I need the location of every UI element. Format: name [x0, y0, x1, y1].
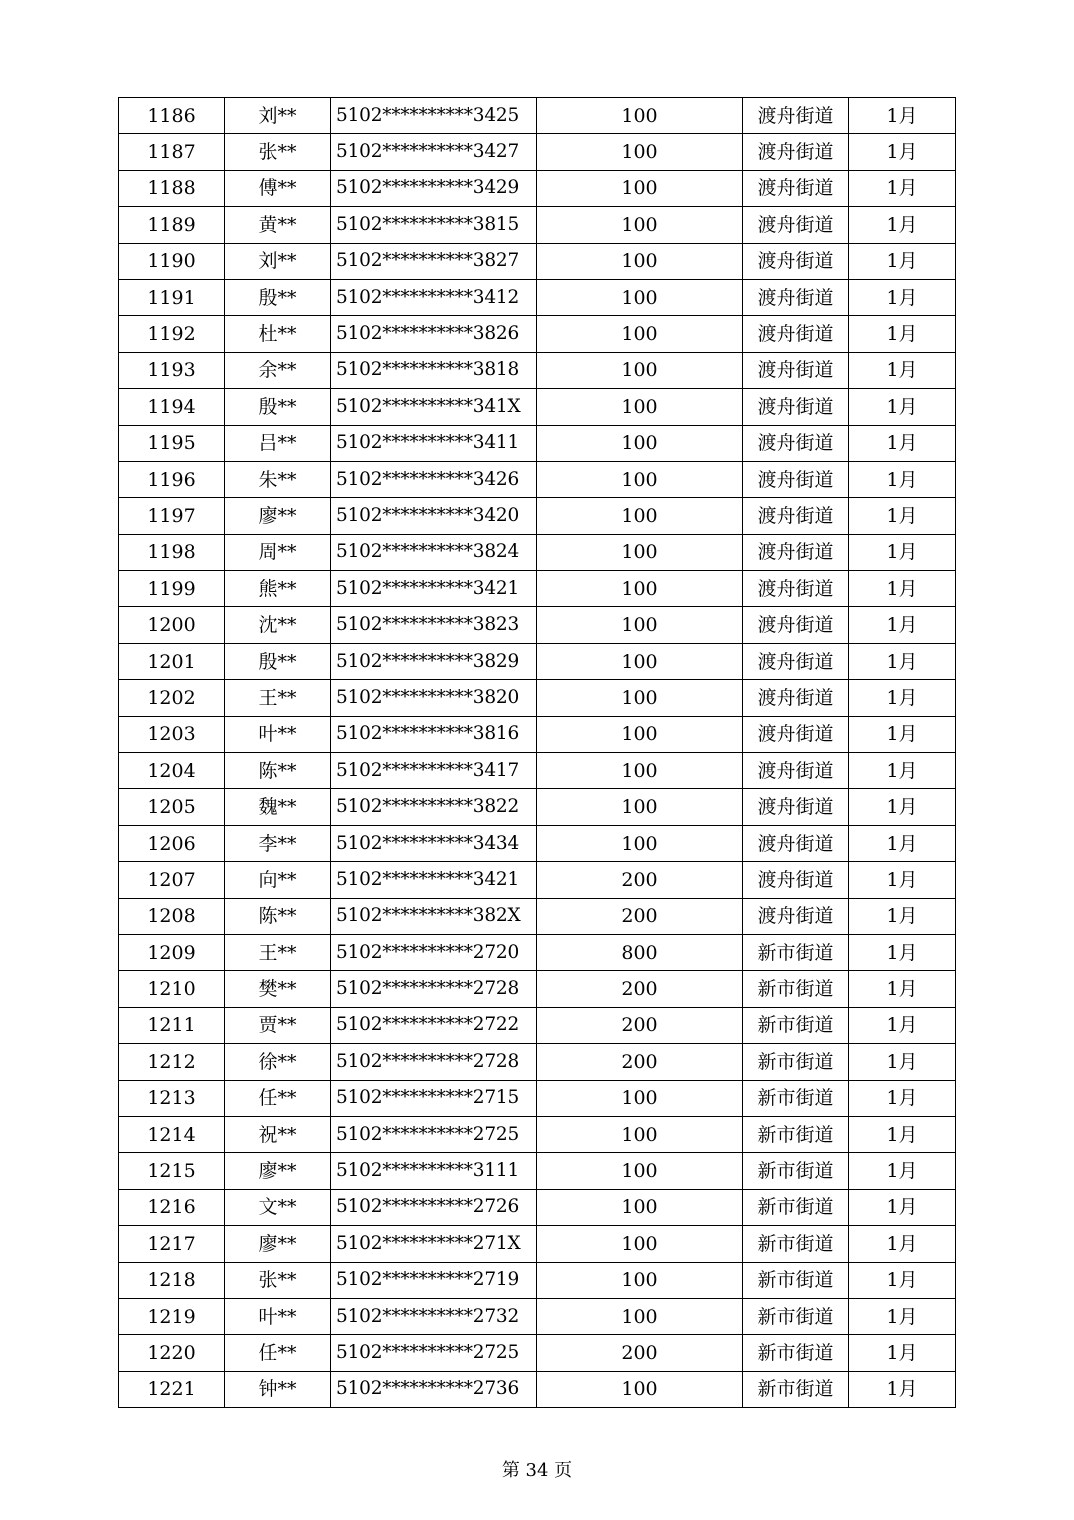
- name-cell: 廖**: [225, 1226, 331, 1262]
- serial-number-cell: 1203: [119, 716, 225, 752]
- table-row: [119, 134, 956, 170]
- name-cell: 文**: [225, 1189, 331, 1225]
- table-row: [119, 607, 956, 643]
- id-number-cell: 5102**********3111: [331, 1153, 537, 1189]
- name-cell: 张**: [225, 1262, 331, 1298]
- serial-number-cell: 1219: [119, 1298, 225, 1334]
- table-row: [119, 1226, 956, 1262]
- month-cell: 1月: [849, 862, 956, 898]
- serial-number-cell: 1210: [119, 971, 225, 1007]
- id-number-cell: 5102**********3429: [331, 170, 537, 206]
- name-cell: 熊**: [225, 571, 331, 607]
- street-cell: 渡舟街道: [743, 862, 849, 898]
- month-cell: 1月: [849, 825, 956, 861]
- serial-number-cell: 1189: [119, 207, 225, 243]
- street-cell: 渡舟街道: [743, 425, 849, 461]
- amount-cell: 100: [537, 1116, 743, 1152]
- name-cell: 魏**: [225, 789, 331, 825]
- month-cell: 1月: [849, 1116, 956, 1152]
- table-row: [119, 1007, 956, 1043]
- amount-cell: 100: [537, 389, 743, 425]
- name-cell: 任**: [225, 1335, 331, 1371]
- name-cell: 徐**: [225, 1044, 331, 1080]
- name-cell: 殷**: [225, 643, 331, 679]
- street-cell: 渡舟街道: [743, 607, 849, 643]
- amount-cell: 100: [537, 1262, 743, 1298]
- name-cell: 钟**: [225, 1371, 331, 1407]
- street-cell: 渡舟街道: [743, 389, 849, 425]
- amount-cell: 100: [537, 170, 743, 206]
- id-number-cell: 5102**********2720: [331, 934, 537, 970]
- table-row: [119, 279, 956, 315]
- id-number-cell: 5102**********2725: [331, 1335, 537, 1371]
- street-cell: 渡舟街道: [743, 98, 849, 134]
- street-cell: 渡舟街道: [743, 461, 849, 497]
- serial-number-cell: 1199: [119, 571, 225, 607]
- table-row: [119, 316, 956, 352]
- month-cell: 1月: [849, 352, 956, 388]
- table-row: [119, 425, 956, 461]
- name-cell: 王**: [225, 934, 331, 970]
- table-row: [119, 571, 956, 607]
- table-row: [119, 1335, 956, 1371]
- table-row: [119, 1189, 956, 1225]
- street-cell: 渡舟街道: [743, 534, 849, 570]
- name-cell: 朱**: [225, 461, 331, 497]
- name-cell: 李**: [225, 825, 331, 861]
- month-cell: 1月: [849, 498, 956, 534]
- id-number-cell: 5102**********3421: [331, 862, 537, 898]
- name-cell: 任**: [225, 1080, 331, 1116]
- amount-cell: 100: [537, 352, 743, 388]
- street-cell: 新市街道: [743, 1044, 849, 1080]
- serial-number-cell: 1214: [119, 1116, 225, 1152]
- table-row: [119, 862, 956, 898]
- name-cell: 叶**: [225, 1298, 331, 1334]
- serial-number-cell: 1205: [119, 789, 225, 825]
- serial-number-cell: 1198: [119, 534, 225, 570]
- month-cell: 1月: [849, 753, 956, 789]
- id-number-cell: 5102**********2728: [331, 971, 537, 1007]
- street-cell: 渡舟街道: [743, 643, 849, 679]
- serial-number-cell: 1213: [119, 1080, 225, 1116]
- amount-cell: 200: [537, 1007, 743, 1043]
- table-row: [119, 971, 956, 1007]
- street-cell: 渡舟街道: [743, 134, 849, 170]
- id-number-cell: 5102**********3820: [331, 680, 537, 716]
- table-row: [119, 680, 956, 716]
- id-number-cell: 5102**********2726: [331, 1189, 537, 1225]
- name-cell: 沈**: [225, 607, 331, 643]
- street-cell: 渡舟街道: [743, 279, 849, 315]
- serial-number-cell: 1221: [119, 1371, 225, 1407]
- id-number-cell: 5102**********3426: [331, 461, 537, 497]
- month-cell: 1月: [849, 1298, 956, 1334]
- amount-cell: 100: [537, 1080, 743, 1116]
- serial-number-cell: 1186: [119, 98, 225, 134]
- serial-number-cell: 1197: [119, 498, 225, 534]
- id-number-cell: 5102**********3427: [331, 134, 537, 170]
- id-number-cell: 5102**********3822: [331, 789, 537, 825]
- month-cell: 1月: [849, 1226, 956, 1262]
- name-cell: 向**: [225, 862, 331, 898]
- month-cell: 1月: [849, 643, 956, 679]
- street-cell: 新市街道: [743, 1007, 849, 1043]
- serial-number-cell: 1190: [119, 243, 225, 279]
- id-number-cell: 5102**********3417: [331, 753, 537, 789]
- street-cell: 渡舟街道: [743, 352, 849, 388]
- table-row: [119, 207, 956, 243]
- month-cell: 1月: [849, 389, 956, 425]
- table-row: [119, 789, 956, 825]
- id-number-cell: 5102**********3421: [331, 571, 537, 607]
- table-row: [119, 643, 956, 679]
- amount-cell: 200: [537, 898, 743, 934]
- amount-cell: 200: [537, 1335, 743, 1371]
- amount-cell: 100: [537, 134, 743, 170]
- id-number-cell: 5102**********2725: [331, 1116, 537, 1152]
- street-cell: 渡舟街道: [743, 498, 849, 534]
- record-table-body: [119, 98, 956, 1408]
- name-cell: 吕**: [225, 425, 331, 461]
- serial-number-cell: 1208: [119, 898, 225, 934]
- table-row: [119, 461, 956, 497]
- amount-cell: 100: [537, 425, 743, 461]
- name-cell: 祝**: [225, 1116, 331, 1152]
- serial-number-cell: 1215: [119, 1153, 225, 1189]
- street-cell: 新市街道: [743, 1262, 849, 1298]
- table-row: [119, 98, 956, 134]
- amount-cell: 200: [537, 1044, 743, 1080]
- serial-number-cell: 1191: [119, 279, 225, 315]
- amount-cell: 100: [537, 1371, 743, 1407]
- table-row: [119, 1371, 956, 1407]
- name-cell: 叶**: [225, 716, 331, 752]
- amount-cell: 100: [537, 1153, 743, 1189]
- month-cell: 1月: [849, 461, 956, 497]
- amount-cell: 100: [537, 753, 743, 789]
- id-number-cell: 5102**********2732: [331, 1298, 537, 1334]
- id-number-cell: 5102**********3816: [331, 716, 537, 752]
- serial-number-cell: 1195: [119, 425, 225, 461]
- table-row: [119, 1298, 956, 1334]
- id-number-cell: 5102**********3826: [331, 316, 537, 352]
- serial-number-cell: 1193: [119, 352, 225, 388]
- serial-number-cell: 1192: [119, 316, 225, 352]
- street-cell: 渡舟街道: [743, 316, 849, 352]
- serial-number-cell: 1206: [119, 825, 225, 861]
- month-cell: 1月: [849, 1335, 956, 1371]
- table-row: [119, 753, 956, 789]
- street-cell: 新市街道: [743, 1116, 849, 1152]
- serial-number-cell: 1209: [119, 934, 225, 970]
- street-cell: 新市街道: [743, 1371, 849, 1407]
- street-cell: 新市街道: [743, 1226, 849, 1262]
- month-cell: 1月: [849, 1189, 956, 1225]
- name-cell: 王**: [225, 680, 331, 716]
- table-row: [119, 243, 956, 279]
- month-cell: 1月: [849, 1371, 956, 1407]
- serial-number-cell: 1220: [119, 1335, 225, 1371]
- amount-cell: 100: [537, 243, 743, 279]
- name-cell: 贾**: [225, 1007, 331, 1043]
- id-number-cell: 5102**********3824: [331, 534, 537, 570]
- month-cell: 1月: [849, 971, 956, 1007]
- amount-cell: 100: [537, 207, 743, 243]
- street-cell: 渡舟街道: [743, 207, 849, 243]
- street-cell: 新市街道: [743, 1335, 849, 1371]
- amount-cell: 100: [537, 1298, 743, 1334]
- name-cell: 樊**: [225, 971, 331, 1007]
- street-cell: 渡舟街道: [743, 898, 849, 934]
- amount-cell: 100: [537, 316, 743, 352]
- amount-cell: 100: [537, 1189, 743, 1225]
- month-cell: 1月: [849, 1080, 956, 1116]
- amount-cell: 100: [537, 498, 743, 534]
- id-number-cell: 5102**********3420: [331, 498, 537, 534]
- street-cell: 渡舟街道: [743, 789, 849, 825]
- name-cell: 刘**: [225, 98, 331, 134]
- serial-number-cell: 1217: [119, 1226, 225, 1262]
- street-cell: 渡舟街道: [743, 716, 849, 752]
- name-cell: 周**: [225, 534, 331, 570]
- amount-cell: 100: [537, 98, 743, 134]
- month-cell: 1月: [849, 243, 956, 279]
- amount-cell: 100: [537, 680, 743, 716]
- month-cell: 1月: [849, 425, 956, 461]
- serial-number-cell: 1218: [119, 1262, 225, 1298]
- amount-cell: 100: [537, 571, 743, 607]
- table-row: [119, 1262, 956, 1298]
- street-cell: 渡舟街道: [743, 571, 849, 607]
- month-cell: 1月: [849, 134, 956, 170]
- table-row: [119, 934, 956, 970]
- id-number-cell: 5102**********3425: [331, 98, 537, 134]
- serial-number-cell: 1212: [119, 1044, 225, 1080]
- name-cell: 陈**: [225, 753, 331, 789]
- month-cell: 1月: [849, 207, 956, 243]
- amount-cell: 200: [537, 971, 743, 1007]
- serial-number-cell: 1201: [119, 643, 225, 679]
- name-cell: 傅**: [225, 170, 331, 206]
- table-row: [119, 352, 956, 388]
- name-cell: 黄**: [225, 207, 331, 243]
- id-number-cell: 5102**********341X: [331, 389, 537, 425]
- month-cell: 1月: [849, 316, 956, 352]
- id-number-cell: 5102**********3412: [331, 279, 537, 315]
- id-number-cell: 5102**********2728: [331, 1044, 537, 1080]
- name-cell: 余**: [225, 352, 331, 388]
- amount-cell: 100: [537, 534, 743, 570]
- table-row: [119, 898, 956, 934]
- serial-number-cell: 1196: [119, 461, 225, 497]
- street-cell: 新市街道: [743, 1189, 849, 1225]
- id-number-cell: 5102**********2719: [331, 1262, 537, 1298]
- amount-cell: 100: [537, 607, 743, 643]
- name-cell: 刘**: [225, 243, 331, 279]
- month-cell: 1月: [849, 534, 956, 570]
- id-number-cell: 5102**********2722: [331, 1007, 537, 1043]
- id-number-cell: 5102**********3815: [331, 207, 537, 243]
- month-cell: 1月: [849, 680, 956, 716]
- serial-number-cell: 1202: [119, 680, 225, 716]
- table-row: [119, 1116, 956, 1152]
- month-cell: 1月: [849, 1262, 956, 1298]
- month-cell: 1月: [849, 789, 956, 825]
- serial-number-cell: 1211: [119, 1007, 225, 1043]
- street-cell: 渡舟街道: [743, 170, 849, 206]
- serial-number-cell: 1200: [119, 607, 225, 643]
- street-cell: 新市街道: [743, 1298, 849, 1334]
- month-cell: 1月: [849, 279, 956, 315]
- month-cell: 1月: [849, 1153, 956, 1189]
- month-cell: 1月: [849, 571, 956, 607]
- name-cell: 廖**: [225, 1153, 331, 1189]
- amount-cell: 100: [537, 716, 743, 752]
- amount-cell: 100: [537, 461, 743, 497]
- id-number-cell: 5102**********2715: [331, 1080, 537, 1116]
- amount-cell: 100: [537, 1226, 743, 1262]
- street-cell: 新市街道: [743, 934, 849, 970]
- amount-cell: 100: [537, 825, 743, 861]
- amount-cell: 100: [537, 279, 743, 315]
- id-number-cell: 5102**********382X: [331, 898, 537, 934]
- street-cell: 渡舟街道: [743, 243, 849, 279]
- id-number-cell: 5102**********3827: [331, 243, 537, 279]
- name-cell: 殷**: [225, 279, 331, 315]
- street-cell: 新市街道: [743, 1153, 849, 1189]
- street-cell: 新市街道: [743, 1080, 849, 1116]
- month-cell: 1月: [849, 934, 956, 970]
- month-cell: 1月: [849, 1044, 956, 1080]
- name-cell: 陈**: [225, 898, 331, 934]
- month-cell: 1月: [849, 98, 956, 134]
- table-row: [119, 498, 956, 534]
- id-number-cell: 5102**********3818: [331, 352, 537, 388]
- name-cell: 廖**: [225, 498, 331, 534]
- table-row: [119, 716, 956, 752]
- street-cell: 渡舟街道: [743, 753, 849, 789]
- id-number-cell: 5102**********3434: [331, 825, 537, 861]
- street-cell: 新市街道: [743, 971, 849, 1007]
- street-cell: 渡舟街道: [743, 680, 849, 716]
- table-row: [119, 170, 956, 206]
- name-cell: 殷**: [225, 389, 331, 425]
- month-cell: 1月: [849, 898, 956, 934]
- table-row: [119, 1080, 956, 1116]
- month-cell: 1月: [849, 170, 956, 206]
- serial-number-cell: 1216: [119, 1189, 225, 1225]
- amount-cell: 100: [537, 789, 743, 825]
- serial-number-cell: 1204: [119, 753, 225, 789]
- table-row: [119, 1153, 956, 1189]
- street-cell: 渡舟街道: [743, 825, 849, 861]
- record-table: [118, 97, 956, 1408]
- month-cell: 1月: [849, 716, 956, 752]
- amount-cell: 800: [537, 934, 743, 970]
- table-row: [119, 1044, 956, 1080]
- amount-cell: 200: [537, 862, 743, 898]
- name-cell: 杜**: [225, 316, 331, 352]
- table-row: [119, 534, 956, 570]
- id-number-cell: 5102**********2736: [331, 1371, 537, 1407]
- serial-number-cell: 1194: [119, 389, 225, 425]
- table-row: [119, 389, 956, 425]
- serial-number-cell: 1207: [119, 862, 225, 898]
- id-number-cell: 5102**********3411: [331, 425, 537, 461]
- serial-number-cell: 1188: [119, 170, 225, 206]
- id-number-cell: 5102**********3823: [331, 607, 537, 643]
- id-number-cell: 5102**********3829: [331, 643, 537, 679]
- page-number: 第 34 页: [501, 1460, 573, 1481]
- table-row: [119, 825, 956, 861]
- name-cell: 张**: [225, 134, 331, 170]
- id-number-cell: 5102**********271X: [331, 1226, 537, 1262]
- month-cell: 1月: [849, 607, 956, 643]
- amount-cell: 100: [537, 643, 743, 679]
- month-cell: 1月: [849, 1007, 956, 1043]
- serial-number-cell: 1187: [119, 134, 225, 170]
